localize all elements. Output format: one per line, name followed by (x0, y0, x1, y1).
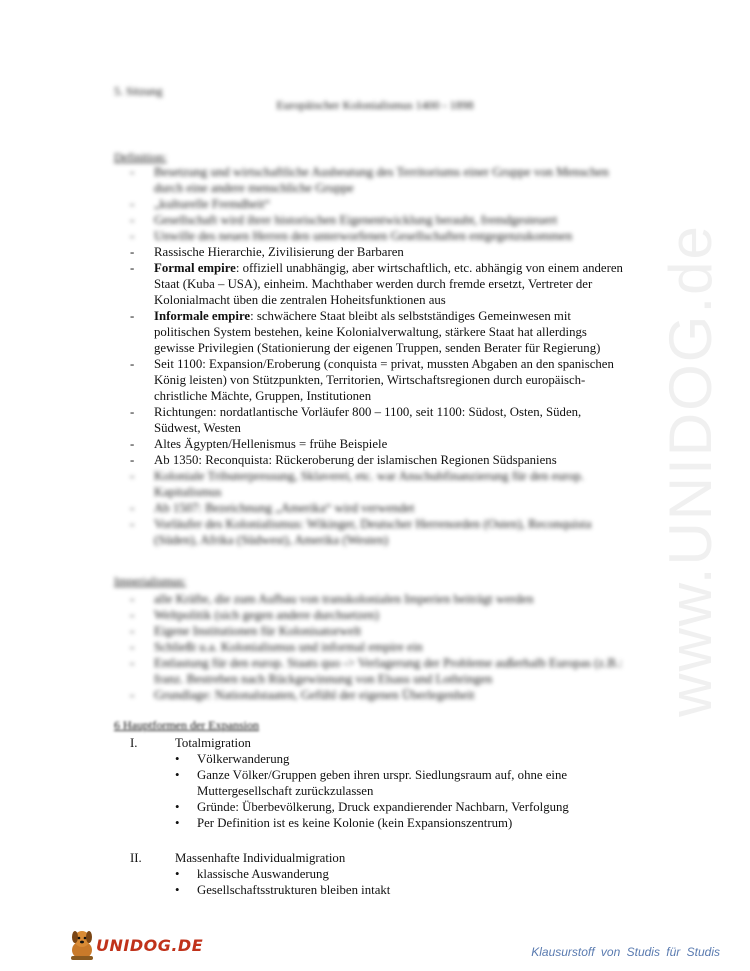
definition-item (130, 452, 630, 468)
definition-text: Besetzung und wirtschaftliche Ausbeutung des Territoriums einer Gruppe von Menschen durch eine andere menschliche Gruppe (154, 165, 609, 195)
definition-text: Altes Ägypten/Hellenismus = frühe Beispiele (154, 437, 388, 451)
definition-text: „kulturelle Fremdheit“ (154, 197, 271, 211)
section-bullets (175, 866, 645, 898)
document-title: Europäischer Kolonialismus 1400 - 1898 (276, 98, 474, 112)
definition-text: Ab 1507: Bezeichnung „Amerika“ wird verwendet (154, 501, 415, 515)
definition-item (130, 516, 630, 548)
bullet-item: • Ganze Völker/Gruppen geben ihren urspr. Siedlungsraum auf, ohne eine Muttergesellschaft zurückzulassen (175, 767, 645, 799)
imperialism-item: - Schließt u.a. Kolonialismus und informal empire ein (130, 639, 630, 655)
definition-text: : schwächere Staat bleibt als selbstständiges Gemeinwesen mit politischen System bestehen, keine Kolonialverwaltung, stärkere Staat hat allerdings gewisse Privilegien (Stationierung der eigenen Truppen, senden Berater für Regierung) (154, 309, 601, 355)
definition-text: Seit 1100: Expansion/Eroberung (conquista = privat, mussten Abgaben an den spanischen König leisten) von Stützpunkten, Territorien, Wirtschaftsregionen durch europäisch- christliche Mächte, Gruppen, Institutionen (154, 357, 614, 403)
definition-item (130, 500, 630, 516)
definition-text: Unwille des neuen Herren den unterworfenen Gesellschaften entgegenzukommen (154, 229, 573, 243)
imperialism-item: - Grundlage: Nationalstaaten, Gefühl der eigenen Überlegenheit (130, 687, 630, 703)
dog-mascot-icon (66, 928, 98, 962)
section-bullets (175, 751, 645, 831)
definition-item (130, 308, 630, 356)
definition-text: Koloniale Tributerpressung, Sklaverei, etc. war Anschubfinanzierung für den europ. Kapitalismus (154, 469, 585, 499)
imperialism-list (130, 591, 630, 703)
imperialism-item: - Entlastung für den europ. Staats quo -> Verlagerung der Probleme außerhalb Europas (z.B.: franz. Bestreben nach Rückgewinnung von Elsass und Lothringen (130, 655, 630, 687)
definition-text: : offiziell unabhängig, aber wirtschaftlich, etc. abhängig von einem anderen Staat (Kuba – USA), einheim. Machthaber werden durch fremde ersetzt, Vertreter der Kolonialmacht üben die zentralen Hoheitsfunktionen aus (154, 261, 623, 307)
definition-item (130, 212, 630, 228)
section-number: II. (130, 851, 142, 865)
definition-item (130, 196, 630, 212)
definition-text: Gesellschaft wird ihrer historischen Eigenentwicklung beraubt, fremdgesteuert (154, 213, 558, 227)
bullet-item: • klassische Auswanderung (175, 866, 645, 882)
watermark-text: www.UNIDOG.de (656, 223, 724, 717)
definition-term: Formal empire (154, 261, 236, 275)
definition-text: Vorläufer des Kolonialismus: Wikinger, Deutscher Herrenorden (Osten), Reconquista (Süden), Afrika (Südwest), Amerika (Westen) (154, 517, 592, 547)
definition-list (130, 164, 630, 548)
watermark (640, 223, 740, 717)
imperialism-item: - Eigene Institutionen für Kolonisatorwelt (130, 623, 630, 639)
bullet-item: • Gesellschaftsstrukturen bleiben intakt (175, 882, 645, 898)
unidog-logo[interactable] (66, 928, 204, 962)
expansion-heading: 6 Hauptformen der Expansion (114, 718, 259, 732)
section-title: Massenhafte Individualmigration (175, 851, 346, 865)
definition-item (130, 436, 630, 452)
footer-slogan: Klausurstoff von Studis für Studis (531, 945, 720, 959)
definition-heading: Definition: (114, 150, 167, 164)
bullet-item: • Per Definition ist es keine Kolonie (kein Expansionszentrum) (175, 815, 645, 831)
section-number: I. (130, 736, 138, 750)
section-title: Totalmigration (175, 736, 251, 750)
imperialism-item: - Weltpolitik (sich gegen andere durchsetzen) (130, 607, 630, 623)
bullet-item: • Gründe: Überbevölkerung, Druck expandierender Nachbarn, Verfolgung (175, 799, 645, 815)
imperialism-heading: Imperialismus: (114, 574, 186, 588)
logo-text: UNIDOG.DE (96, 936, 204, 955)
definition-term: Informale empire (154, 309, 251, 323)
definition-item (130, 356, 630, 404)
definition-text: Rassische Hierarchie, Zivilisierung der Barbaren (154, 245, 404, 259)
definition-text: Ab 1350: Reconquista: Rückeroberung der islamischen Regionen Südspaniens (154, 453, 557, 467)
definition-item (130, 260, 630, 308)
bullet-item: • Völkerwanderung (175, 751, 645, 767)
definition-text: Richtungen: nordatlantische Vorläufer 800 – 1100, seit 1100: Südost, Osten, Süden, Südwest, Westen (154, 405, 582, 435)
definition-item (130, 164, 630, 196)
definition-item (130, 404, 630, 436)
definition-item (130, 228, 630, 244)
definition-item (130, 468, 630, 500)
imperialism-item: - alle Kräfte, die zum Aufbau von transkolonialen Imperien beiträgt werden (130, 591, 630, 607)
session-label: 5. Sitzung (114, 84, 163, 98)
definition-item (130, 244, 630, 260)
